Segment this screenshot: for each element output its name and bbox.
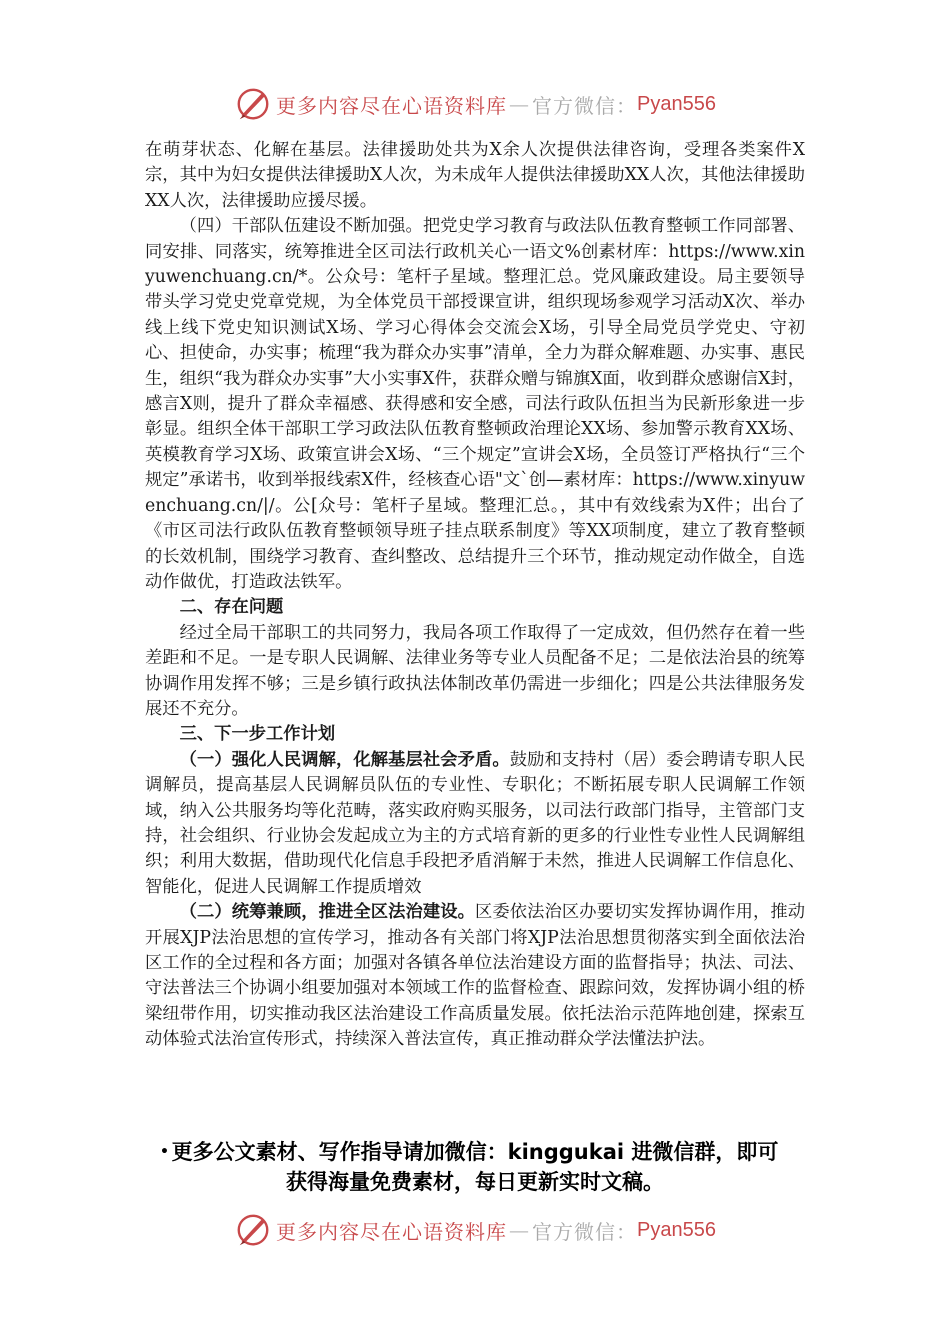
- watermark-main-text: 更多内容尽在心语资料库: [276, 93, 508, 118]
- paragraph-team-building: （四）干部队伍建设不断加强。把党史学习教育与政法队伍教育整顿工作同部署、同安排、同落实，统筹推进全区司法行政机关心一语文%创素材库：https://www.xinyuwenchuang.cn/*。公众号：笔杆子星域。整理汇总。党风廉政建设。局主要领导带头学习党史党章党规，为全体党员干部授课宣讲，组织现场参观学习活动X次、举办线上线下党史知识测试X场、学习心得体会交流会X场，引导全局党员学党史、守初心、担使命，办实事；梳理“我为群众办实事”清单，全力为群众解难题、办实事、惠民生，组织“我为群众办实事”大小实事X件，获群众赠与锦旗X面，收到群众感谢信X封，感言X则，提升了群众幸福感、获得感和安全感，司法行政队伍担当为民新形象进一步彰显。组织全体干部职工学习政法队伍教育整顿政治理论XX场、参加警示教育XX场、英模教育学习X场、政策宣讲会X场、“三个规定”宣讲会X场，全员签订严格执行“三个规定”承诺书，收到举报线索X件，经核查心语"文`创—素材库：https://www.xinyuwenchuang.cn/|/。公[众号：笔杆子星域。整理汇总。，其中有效线索为X件；出台了《市区司法行政队伍教育整顿领导班子挂点联系制度》等XX项制度，建立了教育整顿的长效机制，围绕学习教育、查纠整改、总结提升三个环节，推动规定动作做全，自选动作做优，打造政法铁军。: [145, 216, 805, 592]
- watermark-wechat-id: Pyan556: [637, 1218, 716, 1241]
- heading-next-plan: 三、下一步工作计划: [179, 724, 336, 745]
- promo-bullet: •: [160, 1144, 169, 1160]
- heading-problems: 二、存在问题: [179, 597, 284, 618]
- document-body: [145, 138, 805, 1053]
- pen-logo-icon: [234, 85, 272, 123]
- paragraph-legal-aid: 在萌芽状态、化解在基层。法律援助处共为X余人次提供法律咨询，受理各类案件X宗，其中为妇女提供法律援助X人次，为未成年人提供法律援助XX人次，其他法律援助XX人次，法律援助应援尽援。: [145, 140, 805, 211]
- watermark-official-label: 官方微信：: [532, 1221, 638, 1244]
- watermark-official-label: 官方微信：: [532, 95, 638, 118]
- watermark-banner-top: [0, 82, 950, 126]
- paragraph-rule-of-law-text: 区委依法治区办要切实发挥协调作用，推动开展XJP法治思想的宣传学习，推动各有关部门将XJP法治思想贯彻落实到全面依法治区工作的全过程和各方面；加强对各镇各单位法治建设方面的监督指导；执法、司法、守法普法三个协调小组要加强对本领域工作的监督检查、跟踪问效，发挥协调小组的桥梁纽带作用，切实推动我区法治建设工作高质量发展。依托法治示范阵地创建，探索互动体验式法治宣传形式，持续深入普法宣传，真正推动群众学法懂法护法。: [145, 902, 805, 1050]
- watermark-main-text: 更多内容尽在心语资料库: [276, 1219, 508, 1244]
- watermark-wechat-id: Pyan556: [637, 92, 716, 115]
- paragraph-mediation-lead: （一）强化人民调解，化解基层社会矛盾。: [179, 749, 510, 770]
- watermark-dash: —: [509, 92, 531, 116]
- pen-logo-icon: [234, 1211, 272, 1249]
- paragraph-problems: 经过全局干部职工的共同努力，我局各项工作取得了一定成效，但仍然存在着一些差距和不足。一是专职人民调解、法律业务等专业人员配备不足；二是依法治县的统筹协调作用发挥不够；三是乡镇行政执法体制改革仍需进一步细化；四是公共法律服务发展还不充分。: [145, 622, 805, 719]
- watermark-banner-bottom: [0, 1208, 950, 1252]
- promo-notice: [120, 1137, 830, 1197]
- paragraph-rule-of-law: [145, 900, 805, 1052]
- paragraph-mediation: [145, 748, 805, 900]
- watermark-dash: —: [509, 1218, 531, 1242]
- paragraph-rule-of-law-lead: （二）统筹兼顾，推进全区法治建设。: [179, 902, 475, 923]
- promo-line-2: 获得海量免费素材，每日更新实时文稿。: [286, 1170, 664, 1194]
- promo-line-1: 更多公文素材、写作指导请加微信：kinggukai 进微信群，即可: [171, 1140, 779, 1164]
- paragraph-mediation-text: 鼓励和支持村（居）委会聘请专职人民调解员，提高基层人民调解员队伍的专业性、专职化；不断拓展专职人民调解工作领域，纳入公共服务均等化范畴，落实政府购买服务，以司法行政部门指导，主管部门支持，社会组织、行业协会发起成立为主的方式培育新的更多的行业性专业性人民调解组织；利用大数据，借助现代化信息手段把矛盾消解于未然，推进人民调解工作信息化、智能化，促进人民调解工作提质增效: [145, 749, 805, 897]
